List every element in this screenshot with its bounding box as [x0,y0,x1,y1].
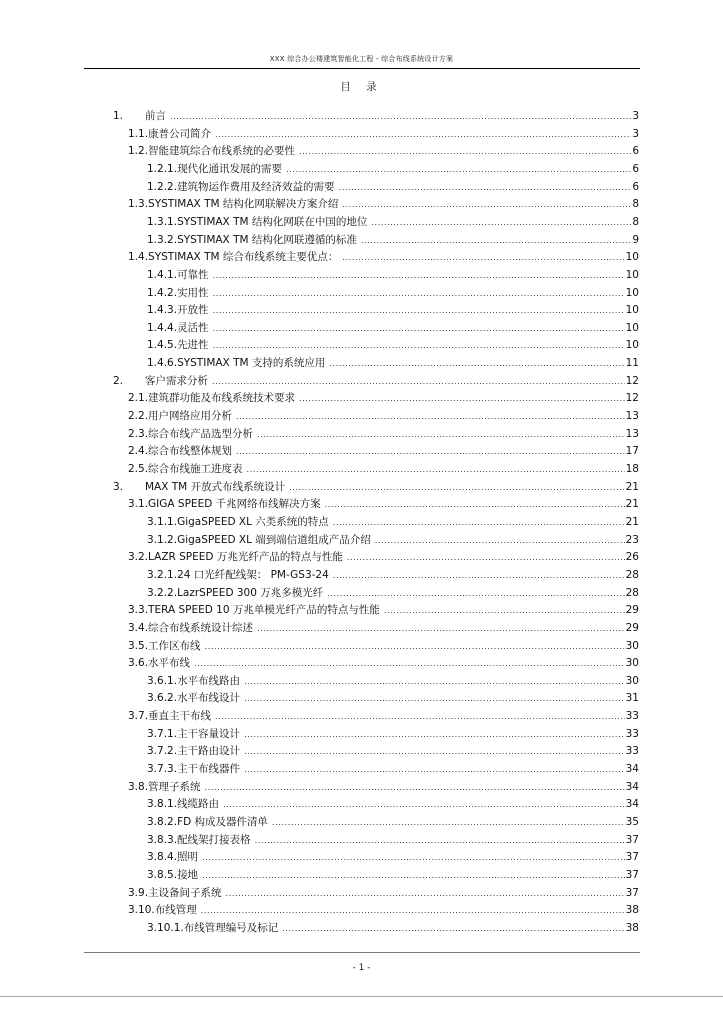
toc-entry[interactable] [147,177,639,194]
toc-entry[interactable] [147,565,639,582]
toc-leader-dots [257,623,625,635]
toc-entry-number: 3.6.2. [147,692,178,705]
toc-entry-title: 主干路由设计 [177,745,241,758]
toc-entry-page: 37 [625,851,639,864]
toc-entry-number: 3.10.1. [147,921,184,934]
toc-entry-number: 3.2.1. [147,568,178,581]
toc-entry-number: 3.1. [128,498,149,511]
toc-entry-page: 6 [632,180,639,193]
toc-leader-dots [194,658,625,670]
toc-leader-dots [215,129,631,141]
toc-leader-dots [244,693,625,705]
toc-entry[interactable] [113,371,639,388]
toc-entry-title: 可靠性 [177,268,209,281]
toc-entry[interactable] [147,230,639,247]
toc-entry-page: 21 [625,498,639,511]
toc-entry-page: 30 [625,657,639,670]
toc-entry-number: 3.2. [128,551,149,564]
toc-title: 目 录 [340,81,383,93]
page-number: - 1 - [352,963,371,973]
toc-entry-title: 管理子系统 [148,780,201,793]
toc-leader-dots [202,852,625,864]
toc-entry-page: 30 [625,639,639,652]
toc-leader-dots [329,358,624,370]
toc-entry-title: FD 构成及器件清单 [177,816,269,828]
toc-entry-page: 28 [625,586,639,599]
toc-entry-title: SYSTIMAX TM 结构化网联遵循的标准 [177,233,357,246]
toc-leader-dots [202,870,625,882]
toc-entry-page: 6 [632,162,639,175]
toc-entry[interactable] [128,706,639,723]
toc-leader-dots [213,340,625,352]
toc-entry-page: 3 [632,127,639,140]
toc-entry[interactable] [128,247,639,264]
toc-entry-number: 1.4.1. [147,268,178,281]
toc-entry-title: 实用性 [177,286,209,299]
toc-entry-title: 水平布线 [148,657,191,670]
toc-entry-number: 3.7.2. [147,745,178,758]
toc-entry-title: 灵活性 [177,321,209,334]
toc-entry[interactable] [128,547,639,564]
toc-entry[interactable] [147,724,639,741]
toc-leader-dots [299,146,631,158]
toc-entry-number: 3.8.1. [147,798,178,811]
toc-entry-title: 水平布线路由 [177,674,241,687]
toc-entry-page: 29 [625,604,639,617]
toc-leader-dots [212,376,625,388]
toc-entry-number: 1.4.3. [147,304,178,317]
toc-entry-number: 3.6.1. [147,674,178,687]
toc-leader-dots [371,217,631,229]
toc-entry-page: 21 [625,515,639,528]
toc-entry[interactable] [147,759,639,776]
toc-entry-title: 用户网络应用分析 [148,410,233,423]
toc-entry-page: 34 [625,798,639,811]
toc-entry[interactable] [147,847,639,864]
toc-entry[interactable] [147,583,639,600]
toc-entry[interactable] [128,124,639,141]
toc-entry-title: 建筑物运作费用及经济效益的需要 [177,180,335,193]
toc-entry[interactable] [147,353,639,370]
toc-leader-dots [205,641,625,653]
toc-leader-dots [170,111,631,123]
toc-entry-page: 10 [625,251,639,264]
toc-entry-number: 3.7. [128,710,149,723]
toc-leader-dots [289,482,625,494]
toc-leader-dots [272,817,625,829]
toc-entry-number: 3.7.3. [147,763,178,776]
toc-leader-dots [215,711,625,723]
toc-entry-number: 3.10. [128,904,155,917]
toc-leader-dots [236,411,625,423]
toc-leader-dots [299,393,625,405]
toc-entry-number: 2.3. [128,427,149,440]
toc-entry-number: 1. [113,110,124,122]
toc-leader-dots [342,199,631,211]
toc-entry-page: 10 [625,304,639,317]
toc-entry-page: 6 [632,145,639,158]
toc-entry-page: 8 [632,198,639,211]
toc-leader-dots [339,182,632,194]
toc-entry-title: 现代化通讯发展的需要 [177,162,283,175]
toc-entry-title: 综合布线产品选型分析 [148,427,254,440]
toc-leader-dots [333,517,625,529]
toc-entry-title: MAX TM 开放式布线系统设计 [145,480,286,493]
toc-entry[interactable] [128,636,639,653]
toc-entry-page: 13 [625,410,639,423]
toc-leader-dots [333,570,625,582]
toc-entry[interactable] [147,671,639,688]
toc-leader-dots [384,605,625,617]
toc-entry[interactable] [147,159,639,176]
toc-leader-dots [342,252,624,264]
toc-entry-number: 1.3.1. [147,215,178,228]
toc-entry-title: 康普公司简介 [148,127,212,140]
toc-entry-number: 2.2. [128,410,149,423]
toc-entry-page: 10 [625,321,639,334]
toc-entry-number: 2.4. [128,445,149,458]
toc-entry-page: 9 [632,233,639,246]
toc-leader-dots [325,499,625,511]
toc-entry[interactable] [128,459,639,476]
toc-entry-page: 10 [625,286,639,299]
toc-leader-dots [375,535,625,547]
toc-entry-number: 3.6. [128,657,149,670]
toc-entry[interactable] [128,653,639,670]
toc-leader-dots [347,552,625,564]
toc-entry-page: 33 [625,745,639,758]
toc-leader-dots [244,764,625,776]
toc-entry[interactable] [128,424,639,441]
toc-entry-number: 3.7.1. [147,727,178,740]
toc-entry-title: 线缆路由 [177,798,220,811]
toc-entry[interactable] [147,830,639,847]
toc-entry-page: 10 [625,339,639,352]
toc-entry[interactable] [147,688,639,705]
toc-entry-title: LazrSPEED 300 万兆多模光纤 [177,586,324,599]
toc-entry-title: 前言 [145,110,166,122]
toc-leader-dots [244,729,625,741]
toc-entry-number: 3.9. [128,886,149,899]
toc-entry-number: 1.2.1. [147,162,178,175]
toc-entry[interactable] [147,212,639,229]
toc-entry[interactable] [147,918,639,935]
toc-entry-title: GIGA SPEED 千兆网络布线解决方案 [148,498,321,511]
toc-leader-dots [244,676,625,688]
toc-leader-dots [213,305,625,317]
toc-leader-dots [282,923,624,935]
toc-entry[interactable] [147,283,639,300]
footer-divider [84,952,640,953]
toc-entry[interactable] [128,777,639,794]
toc-entry-number: 1.3. [128,198,149,211]
toc-entry-number: 1.4.5. [147,339,178,352]
toc-entry[interactable] [147,265,639,282]
page-header: XXX 综合办公楼建筑智能化工程 - 综合布线系统设计方案 [269,55,454,63]
toc-entry[interactable] [128,494,639,511]
toc-entry-number: 1.4.4. [147,321,178,334]
toc-entry-title: 布线管理编号及标记 [183,921,279,934]
toc-entry[interactable] [128,406,639,423]
toc-entry-title: 综合布线系统设计综述 [148,621,254,634]
toc-entry-number: 2.1. [128,392,149,405]
toc-leader-dots [205,782,625,794]
toc-entry-number: 1.2. [128,145,149,158]
toc-entry-number: 1.4.6. [147,357,178,370]
toc-leader-dots [213,288,625,300]
page-bottom-edge [0,996,723,997]
toc-entry-page: 11 [625,357,639,370]
toc-entry-page: 30 [625,674,639,687]
toc-entry-title: 先进性 [177,339,209,352]
toc-entry-page: 12 [625,392,639,405]
toc-leader-dots [361,235,631,247]
toc-entry-title: 工作区布线 [148,639,201,652]
toc-entry-page: 37 [625,886,639,899]
toc-entry-title: SYSTIMAX TM 结构化网联在中国的地位 [177,215,368,228]
toc-entry-title: 垂直主干布线 [148,710,212,723]
toc-entry-page: 28 [625,568,639,581]
toc-entry-title: 24 口光纤配线架： PM-GS3-24 [177,568,329,581]
toc-entry-number: 3.8.3. [147,833,178,846]
toc-entry-number: 2.5. [128,463,149,475]
toc-entry[interactable] [147,512,639,529]
toc-entry[interactable] [147,865,639,882]
toc-entry-page: 33 [625,727,639,740]
toc-entry-number: 1.1. [128,127,149,140]
toc-entry-page: 17 [625,445,639,458]
toc-entry-number: 3.8.5. [147,868,178,881]
toc-leader-dots [223,799,625,811]
toc-entry-title: SYSTIMAX TM 支持的系统应用 [177,357,326,370]
toc-entry-number: 1.4.2. [147,286,178,299]
toc-leader-dots [327,588,624,600]
toc-entry-page: 37 [625,868,639,881]
toc-entry-page: 3 [632,110,639,122]
toc-entry-page: 26 [625,551,639,564]
header-divider [84,68,640,69]
toc-entry-title: SYSTIMAX TM 综合布线系统主要优点： [148,251,339,264]
toc-entry[interactable] [147,335,639,352]
toc-entry-page: 21 [625,480,639,493]
toc-entry-title: GigaSPEED XL 端到端信道组成产品介绍 [177,533,371,546]
toc-entry-number: 2. [113,374,124,387]
toc-entry-page: 38 [625,904,639,917]
toc-entry-title: 主设备间子系统 [148,886,222,899]
toc-entry-title: GigaSPEED XL 六类系统的特点 [177,515,329,528]
toc-entry-page: 38 [625,921,639,934]
toc-entry[interactable] [128,600,639,617]
toc-entry-page: 31 [625,692,639,705]
toc-entry-number: 3.3. [128,604,149,617]
toc-entry[interactable] [128,883,639,900]
toc-entry-page: 12 [625,374,639,387]
toc-entry-number: 3. [113,480,124,493]
toc-entry[interactable] [128,618,639,635]
toc-entry-title: 综合布线施工进度表 [148,463,243,475]
toc-leader-dots [201,905,625,917]
toc-entry-number: 1.3.2. [147,233,178,246]
toc-entry-title: 接地 [177,868,199,881]
toc-entry-page: 18 [625,463,639,475]
toc-leader-dots [236,446,625,458]
toc-entry-title: SYSTIMAX TM 结构化网联解决方案介绍 [148,198,339,211]
toc-entry-page: 34 [625,763,639,776]
toc-leader-dots [244,746,625,758]
toc-entry[interactable] [147,812,639,829]
toc-entry-page: 13 [625,427,639,440]
toc-entry[interactable] [128,441,639,458]
toc-entry-title: 主干容量设计 [177,727,241,740]
toc-leader-dots [257,429,625,441]
toc-entry[interactable] [113,106,639,123]
toc-entry[interactable] [147,794,639,811]
toc-entry-page: 33 [625,710,639,723]
toc-entry[interactable] [113,477,639,494]
toc-entry-title: 主干布线器件 [177,763,241,776]
toc-entry[interactable] [128,141,639,158]
toc-entry[interactable] [147,318,639,335]
toc-entry-number: 3.2.2. [147,586,178,599]
toc-entry-title: LAZR SPEED 万兆光纤产品的特点与性能 [148,551,343,564]
toc-leader-dots [286,164,631,176]
toc-entry-number: 3.5. [128,639,149,652]
toc-entry-title: 智能建筑综合布线系统的必要性 [148,145,296,158]
toc-entry-page: 34 [625,780,639,793]
toc-entry-title: 开放性 [177,304,209,317]
toc-leader-dots [226,888,625,900]
toc-entry-title: 客户需求分析 [145,374,208,387]
toc-entry-number: 1.2.2. [147,180,178,193]
toc-entry-title: 综合布线整体规划 [148,445,233,458]
toc-entry-number: 1.4. [128,251,149,264]
toc-entry-page: 35 [625,816,639,828]
toc-leader-dots [213,323,625,335]
toc-entry-page: 37 [625,833,639,846]
toc-entry[interactable] [147,741,639,758]
toc-entry-number: 3.8.2. [147,816,178,828]
toc-entry[interactable] [147,300,639,317]
toc-entry-title: 照明 [177,851,199,864]
toc-entry-title: TERA SPEED 10 万兆单模光纤产品的特点与性能 [148,604,380,617]
toc-entry-number: 3.1.1. [147,515,178,528]
toc-entry-page: 8 [632,215,639,228]
toc-entry-title: 建筑群功能及布线系统技术要求 [148,392,296,405]
toc-entry-title: 配线架打接表格 [177,833,251,846]
toc-leader-dots [213,270,625,282]
toc-leader-dots [255,835,625,847]
toc-entry[interactable] [128,388,639,405]
toc-entry[interactable] [128,900,639,917]
toc-entry-title: 水平布线设计 [177,692,241,705]
toc-entry-number: 3.8. [128,780,149,793]
toc-entry-page: 29 [625,621,639,634]
toc-entry[interactable] [128,194,639,211]
toc-leader-dots [247,464,625,476]
toc-entry[interactable] [147,530,639,547]
toc-entry-number: 3.8.4. [147,851,178,864]
toc-entry-number: 3.4. [128,621,149,634]
toc-entry-page: 23 [625,533,639,546]
toc-entry-page: 10 [625,268,639,281]
toc-entry-title: 布线管理 [154,904,197,917]
toc-entry-number: 3.1.2. [147,533,178,546]
